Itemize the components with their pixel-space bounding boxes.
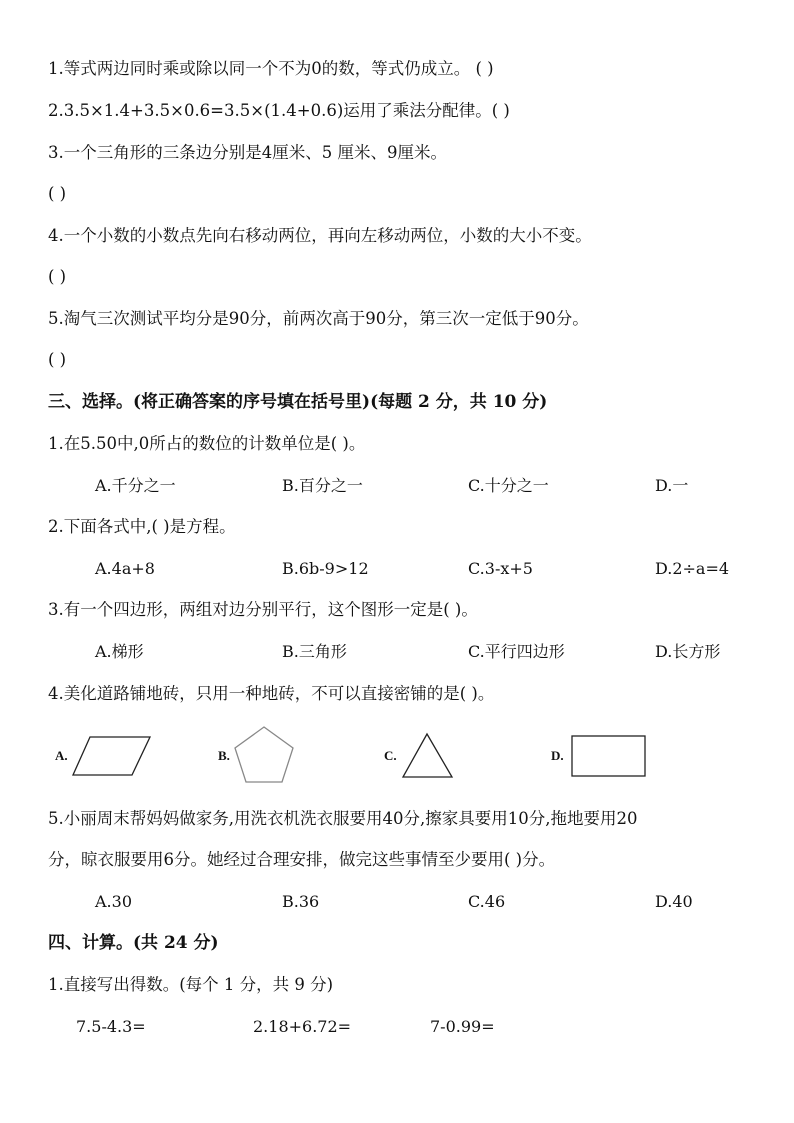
choice-q2-option-a: A.4a+8 — [95, 559, 155, 578]
choice-q5-option-a: A.30 — [95, 892, 132, 911]
judgment-q3-answer-paren: ( ) — [48, 184, 67, 203]
calc-item-2: 2.18+6.72= — [253, 1017, 352, 1036]
pentagon-shape — [234, 726, 296, 784]
choice-q1-option-a: A.千分之一 — [95, 476, 176, 495]
triangle-shape — [402, 733, 454, 779]
choice-q3: 3.有一个四边形，两组对边分别平行，这个图形一定是( )。 — [48, 600, 478, 619]
calc-q1: 1.直接写出得数。(每个 1 分，共 9 分) — [48, 975, 334, 994]
judgment-q4-answer-paren: ( ) — [48, 267, 67, 286]
choice-q1-option-d: D.一 — [655, 476, 689, 495]
rectangle-shape — [571, 735, 647, 778]
choice-q3-option-d: D.长方形 — [655, 642, 721, 661]
judgment-q1: 1.等式两边同时乘或除以同一个不为0的数，等式仍成立。 ( ) — [48, 59, 494, 78]
choice-q1: 1.在5.50中,0所占的数位的计数单位是( )。 — [48, 434, 366, 453]
shape-label-d: D. — [551, 748, 564, 763]
choice-q5-line1: 5.小丽周末帮妈妈做家务,用洗衣机洗衣服要用40分,擦家具要用10分,拖地要用20 — [48, 809, 638, 828]
judgment-q2: 2.3.5×1.4+3.5×0.6=3.5×(1.4+0.6)运用了乘法分配律。( ) — [48, 101, 510, 120]
choice-q2-option-b: B.6b-9>12 — [282, 559, 369, 578]
judgment-q5-answer-paren: ( ) — [48, 350, 67, 369]
choice-q5-option-c: C.46 — [468, 892, 506, 911]
shape-label-a: A. — [55, 748, 68, 763]
shape-label-c: C. — [384, 748, 397, 763]
choice-q4: 4.美化道路铺地砖，只用一种地砖，不可以直接密铺的是( )。 — [48, 684, 495, 703]
choice-q3-option-c: C.平行四边形 — [468, 642, 565, 661]
choice-q3-option-b: B.三角形 — [282, 642, 347, 661]
calc-item-1: 7.5-4.3= — [76, 1017, 146, 1036]
choice-q2-option-c: C.3-x+5 — [468, 559, 533, 578]
choice-q3-option-a: A.梯形 — [95, 642, 144, 661]
judgment-q3: 3.一个三角形的三条边分别是4厘米、5 厘米、9厘米。 — [48, 143, 447, 162]
choice-q1-option-c: C.十分之一 — [468, 476, 549, 495]
calc-item-3: 7-0.99= — [430, 1017, 495, 1036]
choice-q5-option-b: B.36 — [282, 892, 320, 911]
choice-q2: 2.下面各式中,( )是方程。 — [48, 517, 236, 536]
judgment-q5: 5.淘气三次测试平均分是90分，前两次高于90分，第三次一定低于90分。 — [48, 309, 589, 328]
shape-label-b: B. — [218, 748, 230, 763]
section4-heading: 四、计算。(共 24 分) — [48, 933, 219, 953]
judgment-q4: 4.一个小数的小数点先向右移动两位，再向左移动两位，小数的大小不变。 — [48, 226, 592, 245]
choice-q5-option-d: D.40 — [655, 892, 693, 911]
choice-q1-option-b: B.百分之一 — [282, 476, 363, 495]
section3-heading: 三、选择。(将正确答案的序号填在括号里)(每题 2 分，共 10 分) — [48, 392, 548, 412]
choice-q2-option-d: D.2÷a=4 — [655, 559, 730, 578]
parallelogram-shape — [72, 736, 152, 776]
choice-q5-line2: 分，晾衣服要用6分。她经过合理安排，做完这些事情至少要用( )分。 — [48, 850, 556, 869]
